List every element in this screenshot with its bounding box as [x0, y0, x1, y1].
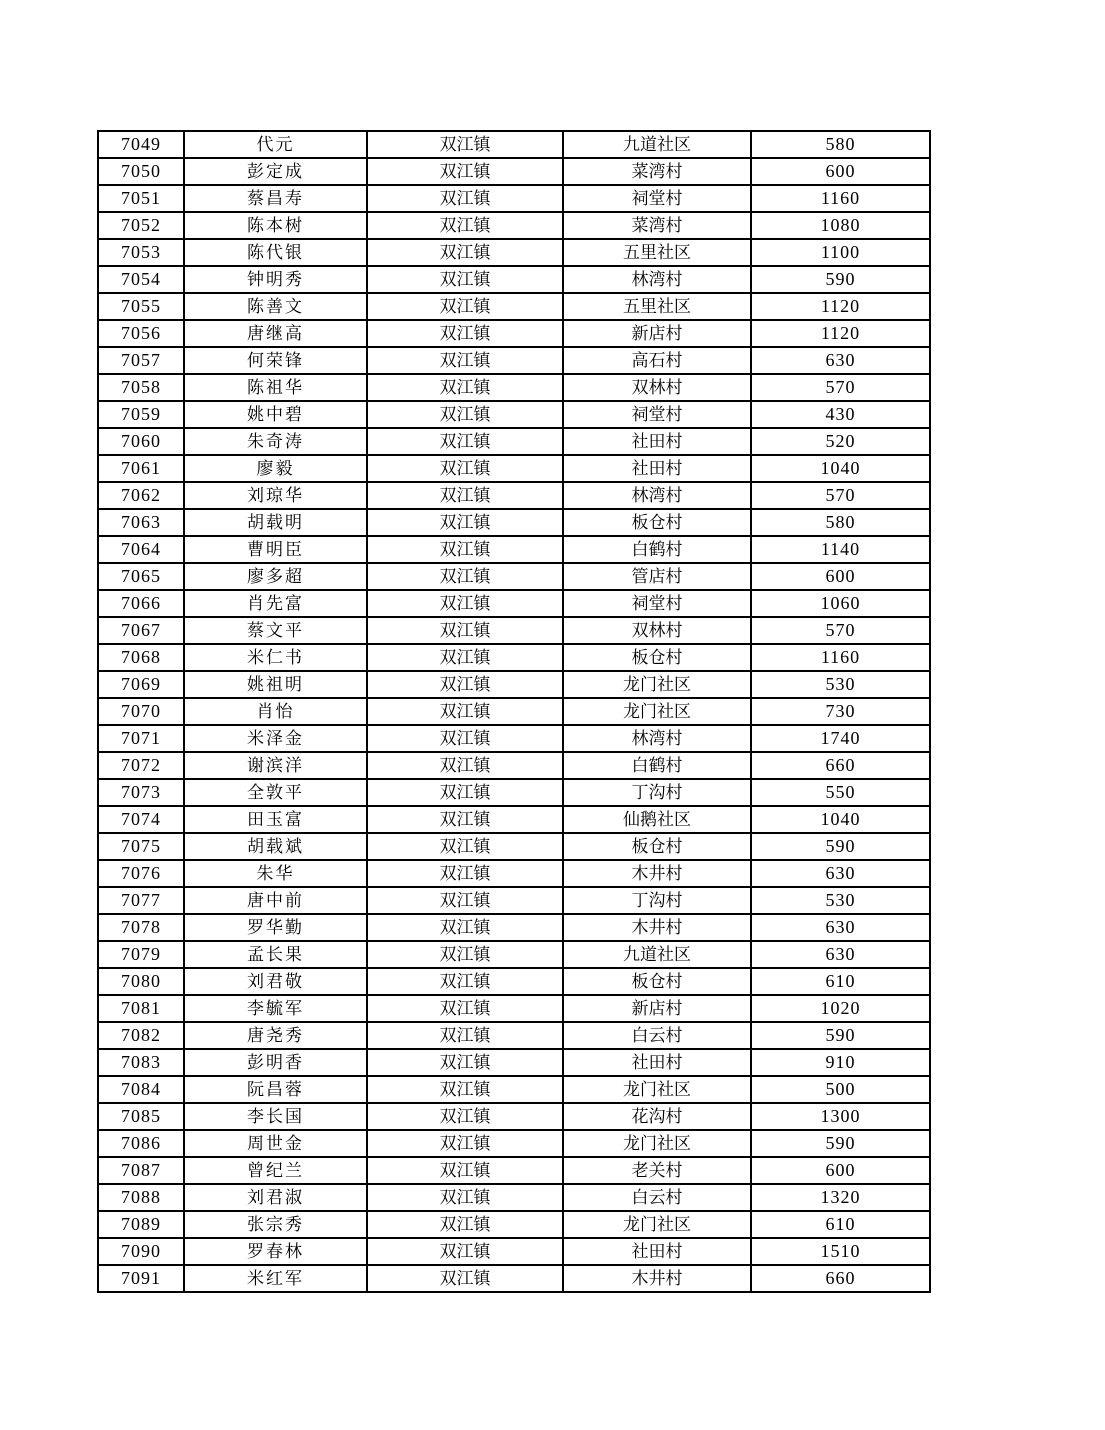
cell-amount: 430: [751, 401, 930, 428]
table-row: [98, 293, 930, 320]
cell-town: 双江镇: [367, 1184, 563, 1211]
cell-id: 7057: [98, 347, 184, 374]
cell-name: 朱奇涛: [184, 428, 367, 455]
cell-id: 7055: [98, 293, 184, 320]
cell-town: 双江镇: [367, 320, 563, 347]
table-row: [98, 860, 930, 887]
cell-name: 唐中前: [184, 887, 367, 914]
cell-name: 彭明香: [184, 1049, 367, 1076]
table-row: [98, 374, 930, 401]
cell-town: 双江镇: [367, 509, 563, 536]
cell-name: 谢滨洋: [184, 752, 367, 779]
cell-village: 菜湾村: [563, 158, 751, 185]
cell-village: 仙鹅社区: [563, 806, 751, 833]
cell-id: 7049: [98, 131, 184, 158]
cell-id: 7066: [98, 590, 184, 617]
cell-village: 木井村: [563, 1265, 751, 1292]
cell-village: 林湾村: [563, 725, 751, 752]
cell-amount: 1300: [751, 1103, 930, 1130]
cell-amount: 910: [751, 1049, 930, 1076]
cell-village: 五里社区: [563, 293, 751, 320]
table-row: [98, 968, 930, 995]
table-row: [98, 347, 930, 374]
cell-amount: 610: [751, 1211, 930, 1238]
cell-town: 双江镇: [367, 1265, 563, 1292]
table-row: [98, 401, 930, 428]
cell-name: 蔡文平: [184, 617, 367, 644]
cell-amount: 1040: [751, 806, 930, 833]
cell-amount: 660: [751, 1265, 930, 1292]
cell-amount: 1510: [751, 1238, 930, 1265]
cell-amount: 1160: [751, 644, 930, 671]
cell-name: 钟明秀: [184, 266, 367, 293]
cell-town: 双江镇: [367, 779, 563, 806]
cell-town: 双江镇: [367, 968, 563, 995]
cell-town: 双江镇: [367, 887, 563, 914]
cell-amount: 1060: [751, 590, 930, 617]
cell-town: 双江镇: [367, 806, 563, 833]
cell-village: 九道社区: [563, 941, 751, 968]
cell-name: 曹明臣: [184, 536, 367, 563]
cell-village: 新店村: [563, 995, 751, 1022]
cell-town: 双江镇: [367, 131, 563, 158]
cell-amount: 580: [751, 509, 930, 536]
cell-name: 姚中碧: [184, 401, 367, 428]
cell-id: 7082: [98, 1022, 184, 1049]
cell-name: 周世金: [184, 1130, 367, 1157]
cell-village: 丁沟村: [563, 779, 751, 806]
cell-name: 米泽金: [184, 725, 367, 752]
table-row: [98, 1049, 930, 1076]
cell-amount: 580: [751, 131, 930, 158]
cell-village: 龙门社区: [563, 671, 751, 698]
cell-town: 双江镇: [367, 185, 563, 212]
cell-amount: 1140: [751, 536, 930, 563]
cell-town: 双江镇: [367, 1022, 563, 1049]
cell-village: 社田村: [563, 455, 751, 482]
cell-town: 双江镇: [367, 914, 563, 941]
cell-town: 双江镇: [367, 347, 563, 374]
cell-village: 双林村: [563, 617, 751, 644]
cell-amount: 1100: [751, 239, 930, 266]
cell-id: 7077: [98, 887, 184, 914]
cell-name: 曾纪兰: [184, 1157, 367, 1184]
cell-id: 7087: [98, 1157, 184, 1184]
cell-town: 双江镇: [367, 428, 563, 455]
cell-town: 双江镇: [367, 1211, 563, 1238]
cell-id: 7064: [98, 536, 184, 563]
cell-village: 白鹤村: [563, 752, 751, 779]
table-row: [98, 536, 930, 563]
table-row: [98, 239, 930, 266]
cell-id: 7078: [98, 914, 184, 941]
cell-village: 板仓村: [563, 644, 751, 671]
cell-id: 7063: [98, 509, 184, 536]
cell-id: 7059: [98, 401, 184, 428]
cell-village: 龙门社区: [563, 1211, 751, 1238]
cell-name: 彭定成: [184, 158, 367, 185]
cell-id: 7074: [98, 806, 184, 833]
cell-town: 双江镇: [367, 860, 563, 887]
cell-id: 7089: [98, 1211, 184, 1238]
cell-village: 板仓村: [563, 968, 751, 995]
cell-id: 7073: [98, 779, 184, 806]
cell-amount: 590: [751, 1130, 930, 1157]
records-table: [97, 130, 931, 1293]
cell-id: 7088: [98, 1184, 184, 1211]
cell-amount: 1040: [751, 455, 930, 482]
cell-amount: 1120: [751, 320, 930, 347]
table-row: [98, 1211, 930, 1238]
cell-id: 7075: [98, 833, 184, 860]
cell-amount: 1320: [751, 1184, 930, 1211]
cell-town: 双江镇: [367, 1049, 563, 1076]
table-row: [98, 1184, 930, 1211]
cell-amount: 660: [751, 752, 930, 779]
cell-id: 7069: [98, 671, 184, 698]
cell-town: 双江镇: [367, 725, 563, 752]
cell-name: 陈代银: [184, 239, 367, 266]
cell-name: 罗春林: [184, 1238, 367, 1265]
cell-town: 双江镇: [367, 293, 563, 320]
cell-town: 双江镇: [367, 590, 563, 617]
cell-village: 社田村: [563, 428, 751, 455]
cell-id: 7085: [98, 1103, 184, 1130]
cell-id: 7052: [98, 212, 184, 239]
cell-town: 双江镇: [367, 1076, 563, 1103]
table-row: [98, 1103, 930, 1130]
cell-town: 双江镇: [367, 833, 563, 860]
cell-town: 双江镇: [367, 644, 563, 671]
table-row: [98, 1076, 930, 1103]
cell-id: 7076: [98, 860, 184, 887]
cell-name: 廖毅: [184, 455, 367, 482]
cell-town: 双江镇: [367, 239, 563, 266]
table-row: [98, 563, 930, 590]
cell-amount: 600: [751, 563, 930, 590]
cell-name: 姚祖明: [184, 671, 367, 698]
cell-name: 唐继高: [184, 320, 367, 347]
cell-amount: 600: [751, 158, 930, 185]
cell-village: 龙门社区: [563, 1076, 751, 1103]
cell-amount: 1080: [751, 212, 930, 239]
cell-id: 7086: [98, 1130, 184, 1157]
cell-name: 胡载斌: [184, 833, 367, 860]
cell-town: 双江镇: [367, 563, 563, 590]
records-tbody: [98, 131, 930, 1292]
table-row: [98, 1022, 930, 1049]
table-row: [98, 266, 930, 293]
cell-name: 何荣锋: [184, 347, 367, 374]
cell-amount: 520: [751, 428, 930, 455]
cell-town: 双江镇: [367, 995, 563, 1022]
cell-name: 孟长果: [184, 941, 367, 968]
table-row: [98, 941, 930, 968]
cell-name: 田玉富: [184, 806, 367, 833]
cell-town: 双江镇: [367, 158, 563, 185]
cell-id: 7062: [98, 482, 184, 509]
table-row: [98, 455, 930, 482]
cell-village: 祠堂村: [563, 590, 751, 617]
table-row: [98, 1238, 930, 1265]
cell-amount: 590: [751, 1022, 930, 1049]
cell-id: 7058: [98, 374, 184, 401]
table-row: [98, 887, 930, 914]
cell-name: 阮昌蓉: [184, 1076, 367, 1103]
cell-id: 7072: [98, 752, 184, 779]
table-row: [98, 752, 930, 779]
cell-amount: 1020: [751, 995, 930, 1022]
cell-name: 陈祖华: [184, 374, 367, 401]
table-row: [98, 1265, 930, 1292]
cell-id: 7065: [98, 563, 184, 590]
table-row: [98, 509, 930, 536]
table-row: [98, 158, 930, 185]
cell-name: 米红军: [184, 1265, 367, 1292]
cell-village: 社田村: [563, 1238, 751, 1265]
cell-town: 双江镇: [367, 698, 563, 725]
cell-amount: 530: [751, 671, 930, 698]
cell-name: 张宗秀: [184, 1211, 367, 1238]
cell-id: 7084: [98, 1076, 184, 1103]
table-row: [98, 320, 930, 347]
cell-name: 唐尧秀: [184, 1022, 367, 1049]
cell-village: 木井村: [563, 860, 751, 887]
cell-id: 7080: [98, 968, 184, 995]
cell-town: 双江镇: [367, 482, 563, 509]
cell-amount: 1120: [751, 293, 930, 320]
cell-id: 7056: [98, 320, 184, 347]
cell-village: 花沟村: [563, 1103, 751, 1130]
cell-village: 社田村: [563, 1049, 751, 1076]
cell-amount: 630: [751, 347, 930, 374]
cell-town: 双江镇: [367, 536, 563, 563]
cell-name: 蔡昌寿: [184, 185, 367, 212]
cell-village: 龙门社区: [563, 1130, 751, 1157]
table-row: [98, 590, 930, 617]
cell-id: 7053: [98, 239, 184, 266]
table-row: [98, 644, 930, 671]
cell-amount: 610: [751, 968, 930, 995]
cell-village: 高石村: [563, 347, 751, 374]
table-row: [98, 212, 930, 239]
cell-amount: 570: [751, 374, 930, 401]
cell-village: 管店村: [563, 563, 751, 590]
cell-id: 7060: [98, 428, 184, 455]
cell-amount: 570: [751, 482, 930, 509]
cell-town: 双江镇: [367, 1103, 563, 1130]
cell-village: 九道社区: [563, 131, 751, 158]
cell-amount: 530: [751, 887, 930, 914]
cell-town: 双江镇: [367, 374, 563, 401]
table-row: [98, 1130, 930, 1157]
cell-amount: 590: [751, 833, 930, 860]
table-row: [98, 725, 930, 752]
cell-id: 7091: [98, 1265, 184, 1292]
cell-amount: 600: [751, 1157, 930, 1184]
table-row: [98, 1157, 930, 1184]
cell-town: 双江镇: [367, 752, 563, 779]
cell-id: 7081: [98, 995, 184, 1022]
cell-village: 五里社区: [563, 239, 751, 266]
cell-amount: 630: [751, 914, 930, 941]
cell-amount: 630: [751, 941, 930, 968]
table-row: [98, 995, 930, 1022]
cell-id: 7071: [98, 725, 184, 752]
cell-village: 林湾村: [563, 482, 751, 509]
cell-name: 罗华勤: [184, 914, 367, 941]
cell-town: 双江镇: [367, 455, 563, 482]
cell-id: 7051: [98, 185, 184, 212]
cell-id: 7079: [98, 941, 184, 968]
cell-name: 代元: [184, 131, 367, 158]
cell-village: 祠堂村: [563, 185, 751, 212]
cell-town: 双江镇: [367, 671, 563, 698]
table-row: [98, 131, 930, 158]
cell-village: 丁沟村: [563, 887, 751, 914]
cell-name: 胡载明: [184, 509, 367, 536]
cell-name: 朱华: [184, 860, 367, 887]
cell-amount: 730: [751, 698, 930, 725]
cell-name: 肖先富: [184, 590, 367, 617]
cell-name: 米仁书: [184, 644, 367, 671]
cell-village: 新店村: [563, 320, 751, 347]
cell-town: 双江镇: [367, 941, 563, 968]
cell-amount: 590: [751, 266, 930, 293]
cell-town: 双江镇: [367, 266, 563, 293]
cell-town: 双江镇: [367, 1157, 563, 1184]
cell-town: 双江镇: [367, 212, 563, 239]
cell-village: 白鹤村: [563, 536, 751, 563]
cell-town: 双江镇: [367, 1238, 563, 1265]
cell-village: 双林村: [563, 374, 751, 401]
cell-id: 7067: [98, 617, 184, 644]
cell-village: 林湾村: [563, 266, 751, 293]
cell-id: 7070: [98, 698, 184, 725]
table-row: [98, 671, 930, 698]
table-row: [98, 698, 930, 725]
cell-village: 老关村: [563, 1157, 751, 1184]
cell-village: 菜湾村: [563, 212, 751, 239]
cell-village: 板仓村: [563, 509, 751, 536]
cell-id: 7083: [98, 1049, 184, 1076]
cell-amount: 570: [751, 617, 930, 644]
cell-village: 板仓村: [563, 833, 751, 860]
cell-amount: 500: [751, 1076, 930, 1103]
table-row: [98, 833, 930, 860]
cell-village: 龙门社区: [563, 698, 751, 725]
table-row: [98, 482, 930, 509]
cell-name: 全敦平: [184, 779, 367, 806]
cell-town: 双江镇: [367, 1130, 563, 1157]
cell-amount: 1160: [751, 185, 930, 212]
cell-name: 廖多超: [184, 563, 367, 590]
cell-amount: 630: [751, 860, 930, 887]
cell-name: 刘君淑: [184, 1184, 367, 1211]
cell-name: 陈本树: [184, 212, 367, 239]
table-row: [98, 806, 930, 833]
cell-name: 陈善文: [184, 293, 367, 320]
table-row: [98, 428, 930, 455]
cell-name: 李毓军: [184, 995, 367, 1022]
cell-village: 白云村: [563, 1022, 751, 1049]
cell-id: 7050: [98, 158, 184, 185]
cell-town: 双江镇: [367, 401, 563, 428]
cell-name: 李长国: [184, 1103, 367, 1130]
cell-village: 祠堂村: [563, 401, 751, 428]
cell-id: 7090: [98, 1238, 184, 1265]
cell-town: 双江镇: [367, 617, 563, 644]
cell-village: 白云村: [563, 1184, 751, 1211]
cell-name: 刘琼华: [184, 482, 367, 509]
cell-amount: 1740: [751, 725, 930, 752]
cell-village: 木井村: [563, 914, 751, 941]
cell-id: 7068: [98, 644, 184, 671]
table-row: [98, 779, 930, 806]
cell-name: 刘君敬: [184, 968, 367, 995]
table-row: [98, 617, 930, 644]
cell-id: 7054: [98, 266, 184, 293]
table-row: [98, 914, 930, 941]
cell-amount: 550: [751, 779, 930, 806]
cell-name: 肖怡: [184, 698, 367, 725]
table-row: [98, 185, 930, 212]
cell-id: 7061: [98, 455, 184, 482]
